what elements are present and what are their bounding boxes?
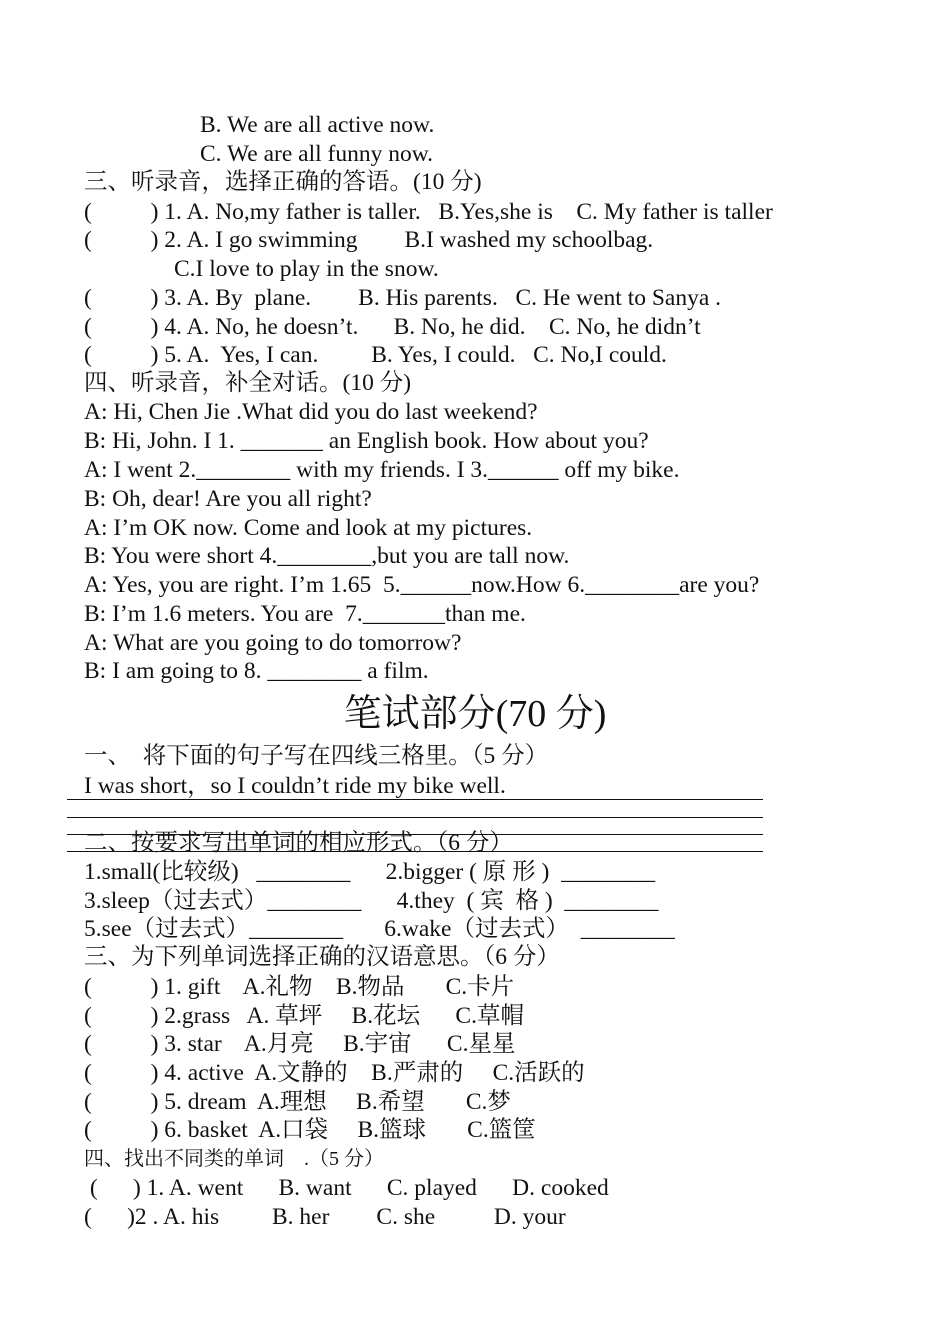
question-item: ( ) 3. star A.月亮 B.宇宙 C.星星 [84,1031,516,1057]
section-heading: 三、听录音，选择正确的答语。(10 分) [84,169,482,195]
question-item: ( ) 5. dream A.理想 B.希望 C.梦 [84,1089,511,1115]
page-title: 笔试部分(70 分) [343,693,607,735]
word-form-row: 5.see（过去式）________ 6.wake（过去式） ________ [84,916,675,942]
dialogue-line: A: Yes, you are right. I’m 1.65 5.______now.How 6.________are you? [84,572,760,598]
dialogue-line: B: You were short 4.________,but you are tall now. [84,543,570,569]
section-heading: 二、按要求写出单词的相应形式。（6 分） [84,830,513,856]
writing-line [67,817,763,818]
dialogue-line: A: What are you going to do tomorrow? [84,630,462,656]
section-heading: 三、为下列单词选择正确的汉语意思。（6 分） [84,944,560,970]
dialogue-line: B: I am going to 8. ________ a film. [84,658,429,684]
copy-sentence: I was short，so I couldn’t ride my bike well. [84,773,506,799]
section-heading: 一、 将下面的句子写在四线三格里。（5 分） [84,743,549,769]
writing-line [67,799,763,800]
question-item: ( ) 1. A. No,my father is taller. B.Yes,she is C. My father is taller [84,199,773,225]
question-item: ( ) 3. A. By plane. B. His parents. C. He went to Sanya . [84,285,722,311]
word-form-row: 3.sleep（过去式）________ 4.they ( 宾 格 ) ________ [84,888,659,914]
question-item: ( ) 4. A. No, he doesn’t. B. No, he did. C. No, he didn’t [84,314,701,340]
section-heading: 四、找出不同类的单词 .（5 分） [84,1148,384,1170]
dialogue-line: B: Hi, John. I 1. _______ an English book. How about you? [84,428,649,454]
question-item: ( ) 2. A. I go swimming B.I washed my schoolbag. [84,227,654,253]
question-item: ( ) 5. A. Yes, I can. B. Yes, I could. C. No,I could. [84,342,667,368]
dialogue-line: A: Hi, Chen Jie .What did you do last weekend? [84,399,538,425]
dialogue-line: B: I’m 1.6 meters. You are 7._______than me. [84,601,526,627]
section-heading: 四、听录音，补全对话。(10 分) [84,370,412,396]
dialogue-line: A: I went 2.________ with my friends. I 3.______ off my bike. [84,457,680,483]
option-b: B. We are all active now. [200,112,435,138]
option-c: C. We are all funny now. [200,141,434,167]
question-item: ( )2 . A. his B. her C. she D. your [84,1204,566,1230]
question-item: ( ) 1. A. went B. want C. played D. cooked [84,1175,609,1201]
dialogue-line: A: I’m OK now. Come and look at my pictures. [84,515,533,541]
question-item: ( ) 6. basket A.口袋 B.篮球 C.篮筐 [84,1117,536,1143]
question-item: ( ) 4. active A.文静的 B.严肃的 C.活跃的 [84,1060,585,1086]
question-item: ( ) 1. gift A.礼物 B.物品 C.卡片 [84,974,515,1000]
dialogue-line: B: Oh, dear! Are you all right? [84,486,372,512]
word-form-row: 1.small(比较级) ________ 2.bigger ( 原 形 ) ________ [84,859,656,885]
question-option-line: C.I love to play in the snow. [174,256,439,282]
question-item: ( ) 2.grass A. 草坪 B.花坛 C.草帽 [84,1003,524,1029]
